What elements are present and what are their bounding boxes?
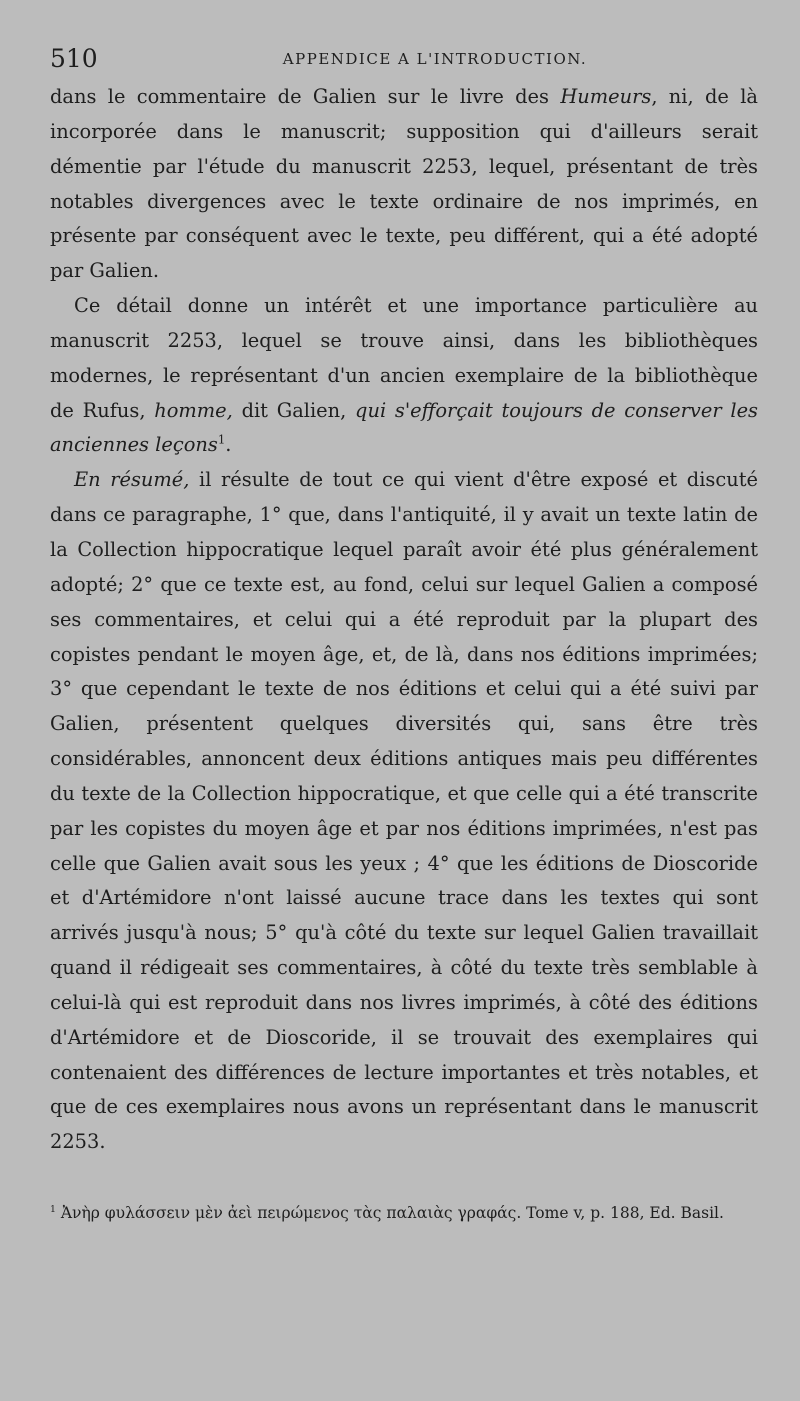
paragraph — [50, 463, 758, 1160]
page-number: 510 — [50, 44, 98, 73]
footnotes — [50, 1198, 752, 1228]
text-segment: , ni, de là incorporée dans le manuscrit; supposition qui d'ailleurs serait démentie par l'étude du manuscrit 2253, lequel, présentant de très notables divergences avec le texte ordinaire de nos imprimés, en présente par conséquent avec le texte, peu différent, qui a été adopté par Galien. — [50, 85, 758, 283]
footnote-marker: 1 — [50, 1203, 56, 1215]
page-header — [50, 40, 750, 80]
text-segment: Ce détail donne un intérêt et une importance particulière au manuscrit 2253, lequel se trouve ainsi, dans les bibliothèques modernes, le représentant d'un ancien exemplaire de la bibliothèque de Rufus, — [50, 294, 758, 422]
paragraph — [50, 289, 758, 463]
text-segment: il résulte de tout ce qui vient d'être exposé et discuté dans ce paragraphe, 1° que, dans l'antiquité, il y avait un texte latin de la Collection hippocratique lequel paraît avoir été plus généralement adopté; 2° que ce texte est, au fond, celui sur lequel Galien a composé ses commentaires, et celui qui a été reproduit par la plupart des copistes pendant le moyen âge, et, de là, dans nos éditions imprimées; 3° que cependant le texte de nos éditions et celui qui a été suivi par Galien, présentent quelques diversités qui, sans être très considérables, annoncent deux éditions antiques mais peu différentes du texte de la Collection hippocratique, et que celle qui a été transcrite par les copistes du moyen âge et par nos éditions imprimées, n'est pas celle que Galien avait sous les yeux ; 4° que les éditions de Dioscoride et d'Artémidore n'ont laissé aucune trace dans les textes qui sont arrivés jusqu'à nous; 5° qu'à côté du texte sur lequel Galien travaillait quand il rédigeait ses commentaires, à côté du texte très semblable à celui-là qui est reproduit dans nos livres imprimés, à côté des éditions d'Artémidore et de Dioscoride, il se trouvait des exemplaires qui contenaient des différences de lecture importantes et très notables, et que de ces exemplaires nous avons un représentant dans le manuscrit 2253. — [50, 468, 758, 1154]
footnote-marker: 1 — [217, 432, 226, 447]
italic-text: En résumé, — [74, 468, 190, 492]
italic-text: Humeurs — [560, 85, 652, 108]
text-segment: Ἀνὴρ φυλάσσειν μὲν ἀεὶ πειρώμενος τὰς παλαιὰς γραφάς. Tome v, p. 188, Ed. Basil. — [55, 1204, 724, 1222]
text-segment: dans le commentaire de Galien sur le livre des — [50, 85, 561, 108]
italic-text: homme, — [154, 398, 233, 422]
footnote — [50, 1198, 752, 1228]
running-head: APPENDICE A L'INTRODUCTION. — [282, 50, 588, 68]
text-segment: dit Galien, — [232, 398, 356, 422]
text-segment: . — [225, 433, 232, 457]
paragraph — [50, 80, 758, 289]
body-text — [50, 80, 758, 1160]
italic-text: qui s'efforçait toujours de conserver les anciennes leçons — [50, 398, 758, 457]
